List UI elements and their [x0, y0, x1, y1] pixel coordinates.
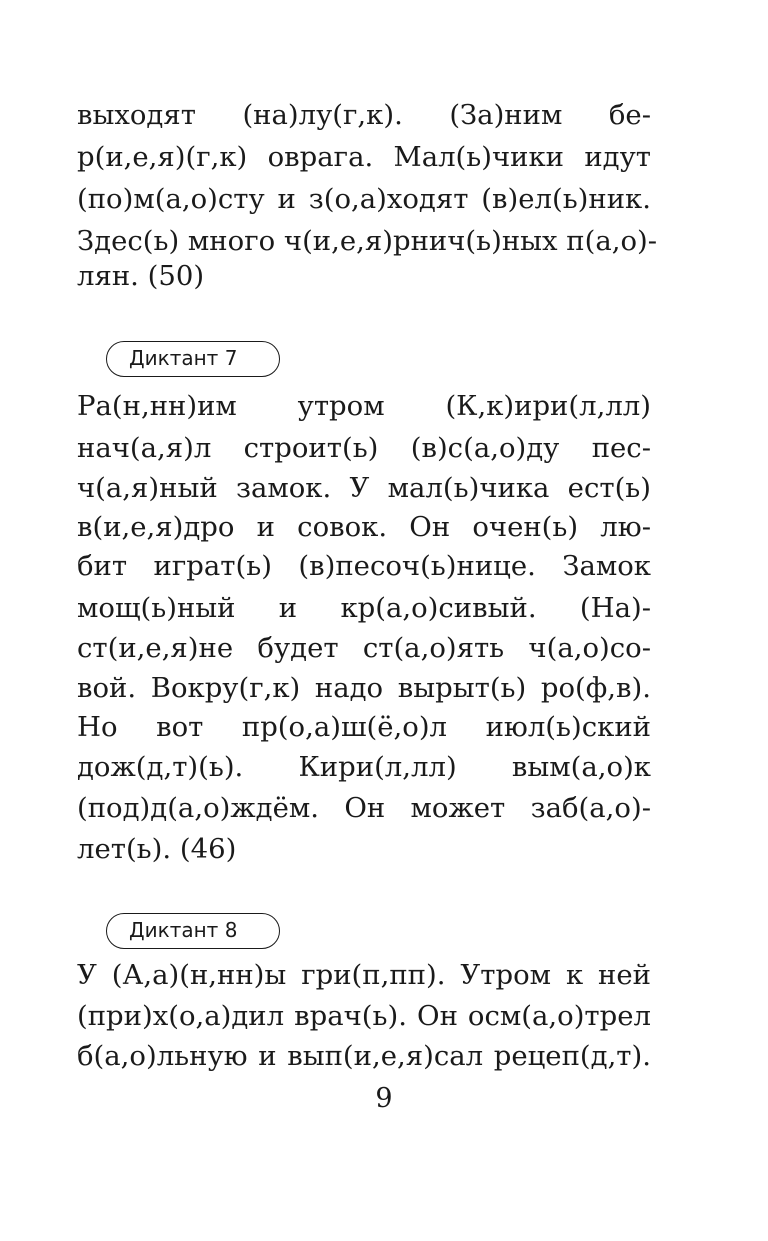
dictation-8-heading-label: Диктант 8: [129, 918, 238, 942]
dictation-8-heading: [106, 913, 280, 949]
text-line: в(и,е,я)дро и совок. Он очен(ь) лю-: [77, 511, 651, 543]
text-line: Но вот пр(о,а)ш(ё,о)л июл(ь)ский: [77, 711, 651, 743]
text-line: р(и,е,я)(г,к) оврага. Мал(ь)чики идут: [77, 141, 651, 173]
text-line: Ра(н,нн)им утром (К,к)ири(л,лл): [77, 390, 651, 422]
text-line: (при)х(о,а)дил врач(ь). Он осм(а,о)трел: [77, 1000, 651, 1032]
text-line: лет(ь). (46): [77, 833, 237, 865]
text-line: Здес(ь) много ч(и,е,я)рнич(ь)ных п(а,о)-: [77, 225, 658, 257]
text-line: дож(д,т)(ь). Кири(л,лл) вым(а,о)к: [77, 751, 651, 783]
text-line: (по)м(а,о)сту и з(о,а)ходят (в)ел(ь)ник.: [77, 183, 651, 215]
text-line: лян. (50): [77, 260, 205, 292]
text-line: выходят (на)лу(г,к). (За)ним бе-: [77, 99, 651, 131]
text-line: вой. Вокру(г,к) надо вырыт(ь) ро(ф,в).: [77, 672, 651, 704]
text-line: бит играт(ь) (в)песоч(ь)нице. Замок: [77, 550, 651, 582]
text-line: (под)д(а,о)ждём. Он может заб(а,о)-: [77, 792, 651, 824]
text-line: мощ(ь)ный и кр(а,о)сивый. (На)-: [77, 592, 651, 624]
text-line: У (А,а)(н,нн)ы гри(п,пп). Утром к ней: [77, 959, 651, 991]
text-line: нач(а,я)л строит(ь) (в)с(а,о)ду пес-: [77, 432, 651, 464]
text-line: б(а,о)льную и вып(и,е,я)сал рецеп(д,т).: [77, 1040, 651, 1072]
text-line: ст(и,е,я)не будет ст(а,о)ять ч(а,о)со-: [77, 632, 651, 664]
text-line: ч(а,я)ный замок. У мал(ь)чика ест(ь): [77, 472, 651, 504]
dictation-7-heading-label: Диктант 7: [129, 346, 238, 370]
dictation-7-heading: [106, 341, 280, 377]
page-number: 9: [375, 1083, 393, 1114]
